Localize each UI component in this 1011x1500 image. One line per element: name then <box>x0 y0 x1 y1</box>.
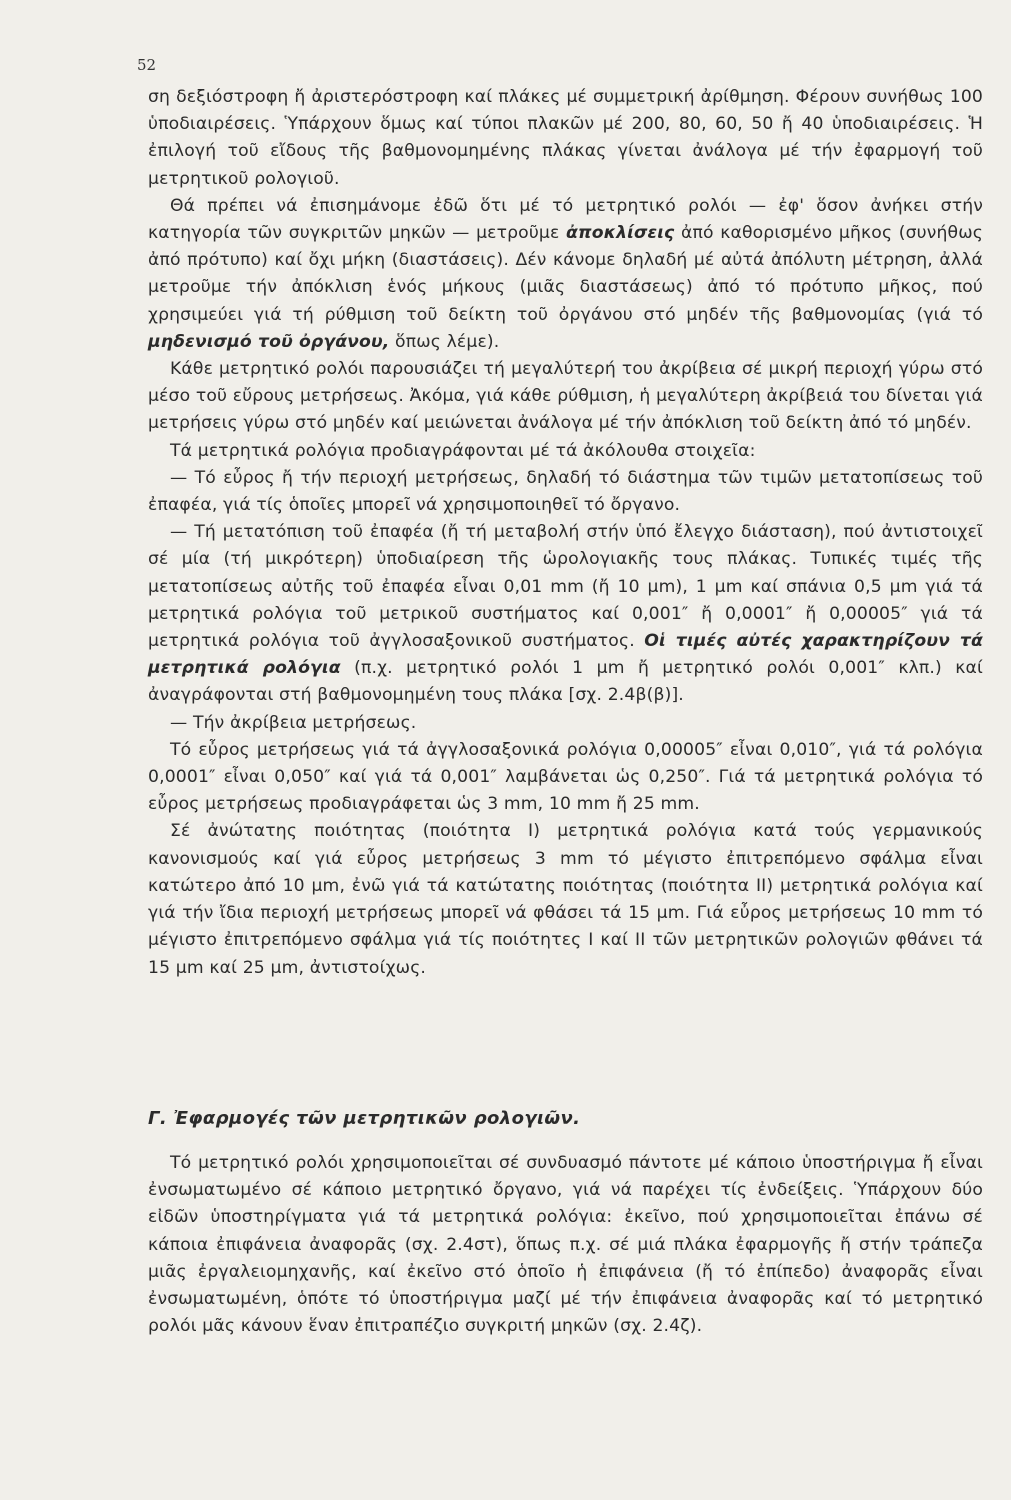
paragraph: Τό μετρητικό ρολόι χρησιμοποιεῖται σέ συνδυασμό πάντοτε μέ κάποιο ὑποστήριγμα ἤ εἶναι ἐνσωματωμένο σέ κάποιο μετρητικό ὄργανο, γιά νά παρέχει τίς ἐνδείξεις. Ὑπάρχουν δύο εἰδῶν ὑποστηρίγματα γιά τά μετρητικά ρολόγια: ἐκεῖνο, πού χρησιμοποιεῖται ἐπάνω σέ κάποια ἐπιφάνεια ἀναφορᾶς (σχ. 2.4στ), ὅπως π.χ. σέ μιά πλάκα ἐφαρμογῆς ἤ στήν τράπεζα μιᾶς ἐργαλειομηχανῆς, καί ἐκεῖνο στό ὁποῖο ἡ ἐπιφάνεια (ἤ τό ἐπίπεδο) ἀναφορᾶς εἶναι ἐνσωματωμένη, ὁπότε τό ὑποστήριγμα μαζί μέ τήν ἐπιφάνεια ἀναφορᾶς καί τό μετρητικό ρολόι μᾶς κάνουν ἕναν ἐπιτραπέζιο συγκριτή μηκῶν (σχ. 2.4ζ). <box>148 1153 983 1337</box>
paragraph: ση δεξιόστροφη ἤ ἀριστερόστροφη καί πλάκες μέ συμμετρική ἀρίθμηση. Φέρουν συνήθως 100 ὑποδιαιρέσεις. Ὑπάρχουν ὅμως καί τύποι πλακῶν μέ 200, 80, 60, 50 ἤ 40 ὑποδιαιρέσεις. Ἡ ἐπιλογή τοῦ εἴδους τῆς βαθμονομημένης πλάκας γίνεται ἀνάλογα μέ τήν ἐφαρμογή τοῦ μετρητικοῦ ρολογιοῦ. <box>148 87 983 189</box>
body-text-upper <box>148 84 983 982</box>
emphasis-text: ἀποκλίσεις <box>566 223 675 244</box>
emphasis-text: Οἱ τιμές αὐτές χαρακτηρίζουν τά μετρητικά ρολόγια <box>148 631 983 679</box>
paragraph: Σέ ἀνώτατης ποιότητας (ποιότητα I) μετρητικά ρολόγια κατά τούς γερμανικούς κανονισμούς καί γιά εὖρος μετρήσεως 3 mm τό μέγιστο ἐπιτρεπόμενο σφάλμα εἶναι κατώτερο ἀπό 10 μm, ἐνῶ γιά τά κατώτατης ποιότητας (ποιότητα II) μετρητικά ρολόγια καί γιά τήν ἴδια περιοχή μετρήσεως μπορεῖ νά φθάσει τά 15 μm. Γιά εὖρος μετρήσεως 10 mm τό μέγιστο ἐπιτρεπόμενο σφάλμα γιά τίς ποιότητες I καί II τῶν μετρητικῶν ρολογιῶν φθάνει τά 15 μm καί 25 μm, ἀντιστοίχως. <box>148 821 983 978</box>
paragraph: Τό εὖρος μετρήσεως γιά τά ἀγγλοσαξονικά ρολόγια 0,00005″ εἶναι 0,010″, γιά τά ρολόγια 0,0001″ εἶναι 0,050″ καί γιά τά 0,001″ λαμβάνεται ὡς 0,250″. Γιά τά μετρητικά ρολόγια τό εὖρος μετρήσεως προδιαγράφεται ὡς 3 mm, 10 mm ἤ 25 mm. <box>148 739 983 815</box>
text-run: (π.χ. μετρητικό ρολόι 1 μm ἤ μετρητικό ρολόι 0,001″ κλπ.) καί ἀναγράφονται στή βαθμονομημένη τους πλάκα [σχ. 2.4β(β)]. <box>148 658 983 706</box>
text-run: — Τή μετατόπιση τοῦ ἐπαφέα (ἤ τή μεταβολή στήν ὑπό ἔλεγχο διάσταση), πού ἀντιστοιχεῖ σέ μία (τή μικρότερη) ὑποδιαίρεση τῆς ὡρολογιακῆς τους πλάκας. Τυπικές τιμές τῆς μετατοπίσεως αὐτῆς τοῦ ἐπαφέα εἶναι 0,01 mm (ἤ 10 μm), 1 μm καί σπάνια 0,5 μm γιά τά μετρητικά ρολόγια τοῦ μετρικοῦ συστήματος καί 0,001″ ἤ 0,0001″ ἤ 0,00005″ γιά τά μετρητικά ρολόγια τοῦ ἀγγλοσαξονικοῦ συστήματος. <box>148 522 983 652</box>
section-heading: Γ. Ἐφαρμογές τῶν μετρητικῶν ρολογιῶν. <box>148 1108 581 1129</box>
list-item <box>148 519 983 709</box>
paragraph: Τά μετρητικά ρολόγια προδιαγράφονται μέ τά ἀκόλουθα στοιχεῖα: <box>170 440 756 461</box>
text-run: ὅπως λέμε). <box>389 331 500 352</box>
body-text-lower <box>148 1150 983 1340</box>
emphasis-text: μηδενισμό τοῦ ὀργάνου, <box>148 331 390 352</box>
page-number: 52 <box>137 56 157 74</box>
text-run: Θά πρέπει νά ἐπισημάνομε ἐδῶ ὅτι μέ τό μετρητικό ρολόι — ἐφ' ὅσον ἀνήκει στήν κατηγορία τῶν συγκριτῶν μηκῶν — μετροῦμε <box>148 195 983 244</box>
text-run: ἀπό καθορισμένο μῆκος (συνήθως ἀπό πρότυπο) καί ὄχι μήκη (διαστάσεις). Δέν κάνομε δηλαδή μέ αὐτά ἀπόλυτη μέτρηση, ἀλλά μετροῦμε τήν ἀπόκλιση ἑνός μήκους (μιᾶς διαστάσεως) ἀπό τό πρότυπο μῆκος, πού χρησιμεύει γιά τή ρύθμιση τοῦ δείκτη τοῦ ὀργάνου στό μηδέν τῆς βαθμονομίας (γιά τό <box>148 223 984 325</box>
paragraph <box>148 193 983 356</box>
list-item: — Τήν ἀκρίβεια μετρήσεως. <box>170 712 417 733</box>
list-item: — Τό εὖρος ἤ τήν περιοχή μετρήσεως, δηλαδή τό διάστημα τῶν τιμῶν μετατοπίσεως τοῦ ἐπαφέα, γιά τίς ὁποῖες μπορεῖ νά χρησιμοποιηθεῖ τό ὄργανο. <box>148 467 983 516</box>
paragraph: Κάθε μετρητικό ρολόι παρουσιάζει τή μεγαλύτερή του ἀκρίβεια σέ μικρή περιοχή γύρω στό μέσο τοῦ εὔρους μετρήσεως. Ἀκόμα, γιά κάθε ρύθμιση, ἡ μεγαλύτερη ἀκρίβειά του δίνεται γιά μετρήσεις γύρω στό μηδέν καί μειώνεται ἀνάλογα μέ τήν ἀπόκλιση τοῦ δείκτη ἀπό τό μηδέν. <box>148 359 983 434</box>
